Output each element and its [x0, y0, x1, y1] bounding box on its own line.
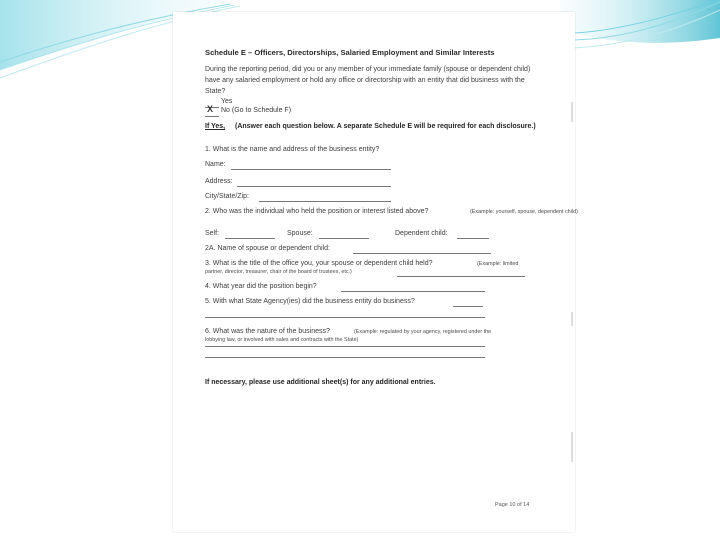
dependent-child-label: Dependent child:	[395, 230, 448, 237]
scan-edge-mark	[571, 102, 573, 122]
question-3-example-continued: partner, director, treasurer, chair of the board of trustees, etc.)	[205, 269, 352, 275]
name-label: Name:	[205, 161, 226, 168]
page-number: Page 10 of 14	[495, 502, 530, 508]
scanned-document-page	[173, 12, 578, 532]
address-field-line	[237, 186, 391, 187]
intro-question: During the reporting period, did you or any member of your immediate family (spouse or dependent child) have any salaried employment or hold any office or directorship with an entity that did business with the State?	[205, 66, 531, 95]
self-label: Self:	[205, 230, 220, 237]
city-state-zip-label: City/State/Zip:	[205, 193, 249, 200]
question-5: 5. With what State Agency(ies) did the business entity do business?	[205, 298, 415, 305]
question-4-field-line	[341, 291, 485, 292]
self-field-line	[225, 238, 275, 239]
question-3-field-line	[397, 276, 525, 277]
question-3-example: (Example: limited	[477, 261, 519, 267]
question-5-field-line	[453, 306, 483, 307]
question-2a-field-line	[353, 253, 491, 254]
additional-sheets-note: If necessary, please use additional sheet(s) for any additional entries.	[205, 379, 436, 386]
no-option-label: No (Go to Schedule F)	[221, 107, 292, 114]
dependent-child-field-line	[457, 238, 489, 239]
city-state-zip-field-line	[259, 201, 391, 202]
question-4: 4. What year did the position begin?	[205, 283, 317, 290]
schedule-title: Schedule E – Officers, Directorships, Salaried Employment and Similar Interests	[205, 48, 495, 57]
yes-option-label: Yes	[221, 98, 233, 105]
question-6-example-continued: lobbying law, or involved with sales and contracts with the State)	[205, 337, 359, 343]
name-field-line	[231, 169, 391, 170]
question-6: 6. What was the nature of the business?	[205, 328, 330, 335]
question-5-extra-line	[205, 317, 485, 318]
question-6-extra-line	[205, 357, 485, 358]
question-1: 1. What is the name and address of the business entity?	[205, 146, 380, 153]
spouse-label: Spouse:	[287, 230, 313, 237]
no-checkbox-line	[205, 116, 219, 117]
question-2: 2. Who was the individual who held the position or interest listed above?	[205, 208, 429, 215]
address-label: Address:	[205, 178, 233, 185]
question-3: 3. What is the title of the office you, your spouse or dependent child held?	[205, 260, 433, 267]
question-2-example: (Example: yourself, spouse, dependent child)	[470, 209, 578, 215]
question-2a: 2A. Name of spouse or dependent child:	[205, 245, 330, 252]
scan-edge-mark	[571, 312, 573, 326]
scan-edge-mark	[571, 432, 573, 462]
if-yes-label: If Yes,	[205, 123, 226, 130]
no-checkbox-mark: X	[207, 104, 214, 114]
question-6-example: (Example: regulated by your agency, registered under the	[354, 329, 492, 335]
spouse-field-line	[319, 238, 369, 239]
question-6-field-line	[205, 346, 485, 347]
if-yes-instructions: (Answer each question below. A separate Schedule E will be required for each disclosure.)	[235, 123, 536, 130]
